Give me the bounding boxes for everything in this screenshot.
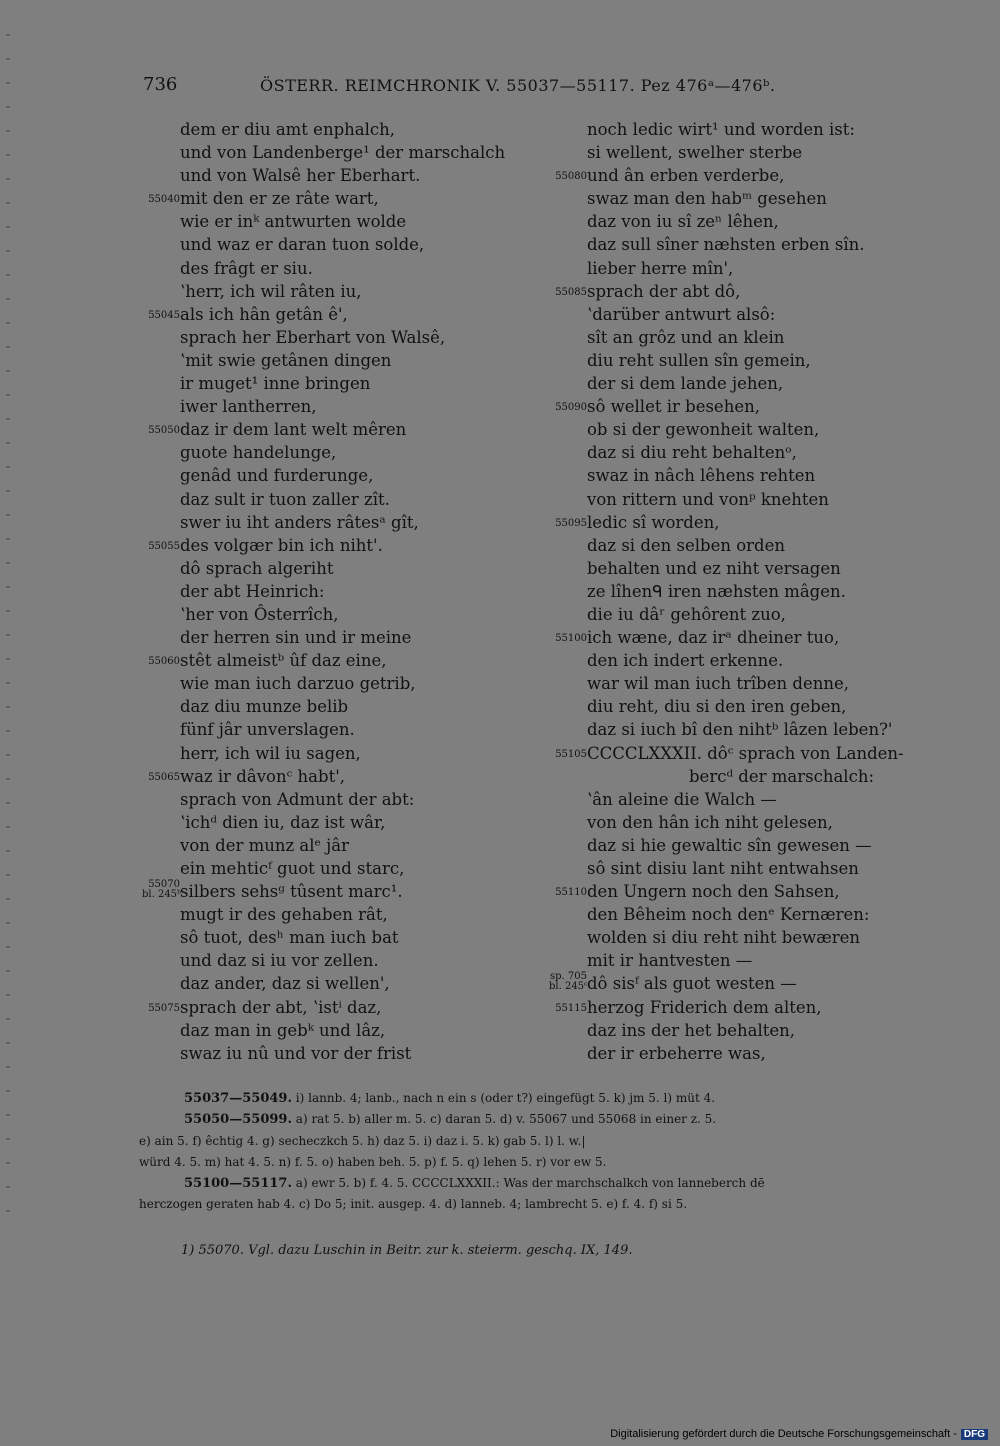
- footnote-1: 1) 55070. Vgl. dazu Luschin in Beitr. zur k. steierm. geschq. IX, 149.: [181, 1243, 633, 1258]
- verse-text: sît an grôz und an klein: [587, 327, 785, 347]
- verse-line: [142, 141, 562, 164]
- verse-text: waz ir dâvonᶜ habt',: [180, 766, 345, 786]
- verse-line: [142, 210, 562, 233]
- verse-text: den Ungern noch den Sahsen,: [587, 882, 840, 902]
- verse-line: [549, 1042, 969, 1065]
- line-number: 55060: [148, 656, 180, 668]
- verse-line: [142, 788, 562, 811]
- verse-line: [142, 164, 562, 187]
- verse-line: [142, 695, 562, 718]
- line-number: 55065: [148, 771, 180, 783]
- verse-text: von den hân ich niht gelesen,: [587, 812, 833, 832]
- line-number: 55110: [555, 887, 587, 899]
- footer-text: Digitalisierung gefördert durch die Deutsche Forschungsgemeinschaft -: [610, 1428, 957, 1440]
- verse-line: [549, 557, 969, 580]
- verse-text: des frâgt er siu.: [180, 258, 313, 278]
- verse-line: [142, 441, 562, 464]
- verse-text: ʽân aleine die Walch —: [587, 789, 777, 809]
- verse-line: [142, 280, 562, 303]
- verse-line: [142, 557, 562, 580]
- verse-line: [549, 141, 969, 164]
- verse-text: silbers sehsᵍ tûsent marc¹.: [180, 882, 403, 902]
- apparatus-text: herczogen geraten hab 4. c) Do 5; init. ausgep. 4. d) lanneb. 4; lambrecht 5. e) f. 4. f) si 5.: [139, 1197, 688, 1212]
- verse-text: ein mehticᶠ guot und starc,: [180, 859, 405, 878]
- verse-text: daz si den selben orden: [587, 535, 786, 555]
- verse-line: [549, 210, 969, 233]
- line-number: 55075: [148, 1002, 180, 1014]
- verse-line: [549, 811, 969, 834]
- line-number: 55070 bl. 245ᵇ: [142, 879, 182, 901]
- verse-text: den Bêheim noch denᵉ Kernæren:: [587, 905, 870, 925]
- verse-line: [142, 811, 562, 834]
- verse-text: wie man iuch darzuo getrib,: [180, 674, 416, 694]
- apparatus-text: a) rat 5. b) aller m. 5. c) daran 5. d) v. 55067 und 55068 in einer z. 5.: [291, 1112, 717, 1127]
- line-number: 55080: [555, 171, 587, 183]
- verse-text: der abt Heinrich:: [180, 581, 325, 601]
- verse-line: [142, 534, 562, 557]
- apparatus-text: würd 4. 5. m) hat 4. 5. n) f. 5. o) haben beh. 5. p) f. 5. q) lehen 5. r) vor ew 5.: [139, 1154, 607, 1169]
- verse-line: [142, 949, 562, 972]
- verse-text: swaz man den habᵐ gesehen: [587, 189, 827, 209]
- verse-text: ʽher von Ôsterrîch,: [180, 604, 339, 624]
- apparatus-row: [139, 1109, 949, 1130]
- verse-text: sprach von Admunt der abt:: [180, 789, 415, 809]
- line-number: 55105: [555, 748, 587, 760]
- verse-text: der herren sin und ir meine: [180, 628, 412, 648]
- verse-line: [549, 1019, 969, 1042]
- verse-text: daz von iu sî zeⁿ lêhen,: [587, 212, 779, 232]
- verse-text: diu reht sullen sîn gemein,: [587, 350, 811, 370]
- verse-text: des volgær bin ich niht'.: [180, 535, 383, 555]
- verse-text: und daz si iu vor zellen.: [180, 951, 379, 971]
- verse-line: [549, 880, 969, 903]
- verse-line: [549, 233, 969, 256]
- verse-text: wie er inᵏ antwurten wolde: [180, 212, 407, 232]
- verse-text: diu reht, diu si den iren geben,: [587, 697, 847, 717]
- verse-line: [549, 649, 969, 672]
- verse-line: [142, 603, 562, 626]
- verse-line: [142, 257, 562, 280]
- verse-line: [549, 695, 969, 718]
- verse-text: sô tuot, desʰ man iuch bat: [180, 928, 399, 948]
- apparatus-row: [139, 1131, 949, 1152]
- verse-text: den ich indert erkenne.: [587, 651, 784, 671]
- verse-line: [142, 649, 562, 672]
- verse-line: [549, 534, 969, 557]
- verse-line: [142, 349, 562, 372]
- apparatus-row: [139, 1194, 949, 1215]
- verse-line: [142, 118, 562, 141]
- page-number: 736: [143, 74, 178, 95]
- verse-text: ich wæne, daz irᵃ dheiner tuo,: [587, 628, 840, 648]
- verse-text: sô sint disiu lant niht entwahsen: [587, 859, 859, 878]
- apparatus-row: [139, 1173, 949, 1194]
- verse-line: [549, 257, 969, 280]
- verse-line: [142, 464, 562, 487]
- verse-line: [549, 349, 969, 372]
- verse-line: [549, 303, 969, 326]
- verse-text: sprach der abt dô,: [587, 281, 741, 301]
- verse-line: [142, 765, 562, 788]
- verse-line: [142, 372, 562, 395]
- line-number: 55040: [148, 194, 180, 206]
- line-number: 55045: [148, 309, 180, 321]
- verse-line: [142, 742, 562, 765]
- verse-line: [549, 718, 969, 741]
- verse-text: von rittern und vonᵖ knehten: [587, 489, 829, 509]
- verse-line: [142, 857, 562, 880]
- verse-line: [142, 580, 562, 603]
- verse-text: iwer lantherren,: [180, 397, 317, 417]
- verse-line: [549, 187, 969, 210]
- verse-line: [549, 672, 969, 695]
- verse-text: dô sisᶠ als guot westen —: [587, 974, 797, 994]
- verse-text: si wellent, swelher sterbe: [587, 143, 803, 163]
- verse-text: sprach der abt, ʽistⁱ daz,: [180, 997, 382, 1017]
- verse-line: [549, 788, 969, 811]
- line-number: 55095: [555, 517, 587, 529]
- verse-line: [549, 511, 969, 534]
- verse-line: [549, 926, 969, 949]
- verse-text: ze lîhenᑫ iren næhsten mâgen.: [587, 581, 846, 601]
- apparatus-range: 55037—55049.: [184, 1091, 292, 1106]
- verse-text: daz si hie gewaltic sîn gewesen —: [587, 835, 872, 855]
- verse-line: [549, 996, 969, 1019]
- verse-text: mugt ir des gehaben rât,: [180, 905, 388, 925]
- verse-text: ob si der gewonheit walten,: [587, 420, 820, 440]
- verse-line: [142, 972, 562, 995]
- left-column: [142, 118, 562, 1065]
- verse-line: [549, 603, 969, 626]
- verse-text: wolden si diu reht niht bewæren: [587, 928, 861, 948]
- verse-line: [142, 718, 562, 741]
- verse-line: [142, 326, 562, 349]
- verse-text: fünf jâr unverslagen.: [180, 720, 355, 740]
- verse-line: [549, 742, 969, 765]
- verse-line: [549, 118, 969, 141]
- verse-text: ledic sî worden,: [587, 512, 720, 532]
- footer-credit: [610, 1428, 988, 1440]
- verse-line: [142, 418, 562, 441]
- verse-line: [549, 164, 969, 187]
- verse-line: [549, 626, 969, 649]
- running-title: ÖSTERR. REIMCHRONIK V. 55037—55117. Pez 476ᵃ—476ᵇ.: [260, 76, 776, 95]
- verse-line: [142, 1019, 562, 1042]
- verse-line: [549, 765, 969, 788]
- verse-line: [549, 326, 969, 349]
- verse-line: [142, 903, 562, 926]
- line-number: 55090: [555, 402, 587, 414]
- verse-text: behalten und ez niht versagen: [587, 558, 841, 578]
- right-column: [549, 118, 969, 1065]
- verse-text: noch ledic wirt¹ und worden ist:: [587, 120, 855, 139]
- verse-line: [549, 280, 969, 303]
- verse-line: [142, 488, 562, 511]
- verse-text: swaz in nâch lêhens rehten: [587, 466, 816, 486]
- verse-text: ʽmit swie getânen dingen: [180, 350, 392, 370]
- line-number: 55085: [555, 286, 587, 298]
- verse-text: der ir erbeherre was,: [587, 1043, 766, 1063]
- verse-text: der si dem lande jehen,: [587, 374, 784, 394]
- verse-text: herzog Friderich dem alten,: [587, 997, 822, 1017]
- verse-text: stêt almeistᵇ ûf daz eine,: [180, 651, 387, 671]
- verse-line: [142, 672, 562, 695]
- verse-text: daz diu munze belib: [180, 697, 349, 717]
- dfg-logo: DFG: [961, 1429, 988, 1440]
- verse-text: swaz iu nû und vor der frist: [180, 1043, 412, 1063]
- verse-text: ir muget¹ inne bringen: [180, 374, 371, 394]
- apparatus-row: [139, 1088, 949, 1109]
- verse-text: und von Walsê her Eberhart.: [180, 166, 421, 186]
- verse-text: mit den er ze râte wart,: [180, 189, 379, 209]
- verse-text: daz ins der het behalten,: [587, 1020, 796, 1040]
- verse-line: [549, 418, 969, 441]
- verse-text: und von Landenberge¹ der marschalch: [180, 143, 506, 163]
- verse-line: [549, 464, 969, 487]
- verse-text: von der munz alᵉ jâr: [180, 835, 350, 855]
- verse-text: CCCCLXXXII. dôᶜ sprach von Landen-: [587, 743, 904, 763]
- verse-text: daz sult ir tuon zaller zît.: [180, 489, 390, 509]
- line-number: sp. 705 bl. 245ᶜ: [549, 971, 588, 993]
- verse-line: [142, 626, 562, 649]
- apparatus-row: [139, 1152, 949, 1173]
- critical-apparatus: [139, 1088, 949, 1216]
- verse-line: [142, 926, 562, 949]
- verse-line: [142, 880, 562, 903]
- verse-line: [549, 949, 969, 972]
- verse-line: [142, 996, 562, 1019]
- line-number: 55055: [148, 540, 180, 552]
- verse-text: daz si diu reht behaltenᵒ,: [587, 443, 797, 463]
- apparatus-text: e) ain 5. f) êchtig 4. g) secheczkch 5. h) daz 5. i) daz i. 5. k) gab 5. l) l. w.|: [139, 1133, 586, 1148]
- verse-line: [549, 441, 969, 464]
- apparatus-range: 55100—55117.: [184, 1176, 292, 1192]
- verse-text: daz si iuch bî den nihtᵇ lâzen leben?': [587, 720, 893, 740]
- verse-text: ʽichᵈ dien iu, daz ist wâr,: [180, 812, 386, 832]
- verse-text: dem er diu amt enphalch,: [180, 120, 395, 139]
- verse-text: und waz er daran tuon solde,: [180, 235, 425, 255]
- line-number: 55050: [148, 425, 180, 437]
- page-header: [0, 74, 1000, 104]
- line-number: 55100: [555, 633, 587, 645]
- verse-text: guote handelunge,: [180, 443, 337, 463]
- line-number: 55115: [555, 1002, 587, 1014]
- verse-line: [549, 372, 969, 395]
- verse-text: daz ander, daz si wellen',: [180, 974, 390, 994]
- verse-text: lieber herre mîn',: [587, 258, 734, 278]
- verse-text: bercᵈ der marschalch:: [689, 766, 875, 786]
- verse-line: [549, 488, 969, 511]
- verse-text: und ân erben verderbe,: [587, 166, 785, 186]
- verse-text: dô sprach algeriht: [180, 558, 334, 578]
- verse-text: war wil man iuch trîben denne,: [587, 674, 849, 694]
- verse-line: [142, 834, 562, 857]
- verse-text: die iu dâʳ gehôrent zuo,: [587, 604, 786, 624]
- verse-line: [142, 1042, 562, 1065]
- verse-text: daz man in gebᵏ und lâz,: [180, 1020, 386, 1040]
- verse-text: sprach her Eberhart von Walsê,: [180, 327, 446, 347]
- verse-text: daz ir dem lant welt mêren: [180, 420, 407, 440]
- verse-line: [142, 187, 562, 210]
- verse-text: als ich hân getân ê',: [180, 304, 348, 324]
- apparatus-text: i) lannb. 4; lanb., nach n ein s (oder t?) eingefügt 5. k) jm 5. l) müt 4.: [291, 1091, 716, 1105]
- verse-line: [142, 395, 562, 418]
- verse-line: [549, 903, 969, 926]
- verse-text: daz sull sîner næhsten erben sîn.: [587, 235, 865, 255]
- verse-line: [549, 580, 969, 603]
- verse-text: ʽdarüber antwurt alsô:: [587, 304, 776, 324]
- verse-line: [549, 972, 969, 995]
- verse-line: [142, 303, 562, 326]
- verse-text: ʽherr, ich wil râten iu,: [180, 281, 362, 301]
- apparatus-text: a) ewr 5. b) f. 4. 5. CCCCLXXXII.: Was der marchschalkch von lanneberch dē: [291, 1176, 765, 1191]
- verse-line: [142, 233, 562, 256]
- apparatus-range: 55050—55099.: [184, 1112, 292, 1128]
- verse-text: swer iu iht anders râtesᵃ gît,: [180, 512, 419, 532]
- verse-line: [549, 857, 969, 880]
- verse-text: herr, ich wil iu sagen,: [180, 743, 361, 763]
- verse-text: genâd und furderunge,: [180, 466, 374, 486]
- verse-line: [142, 511, 562, 534]
- verse-text: mit ir hantvesten —: [587, 951, 753, 971]
- verse-line: [549, 395, 969, 418]
- verse-text: sô wellet ir besehen,: [587, 397, 760, 417]
- scan-margin-marks: [6, 34, 10, 1234]
- verse-line: [549, 834, 969, 857]
